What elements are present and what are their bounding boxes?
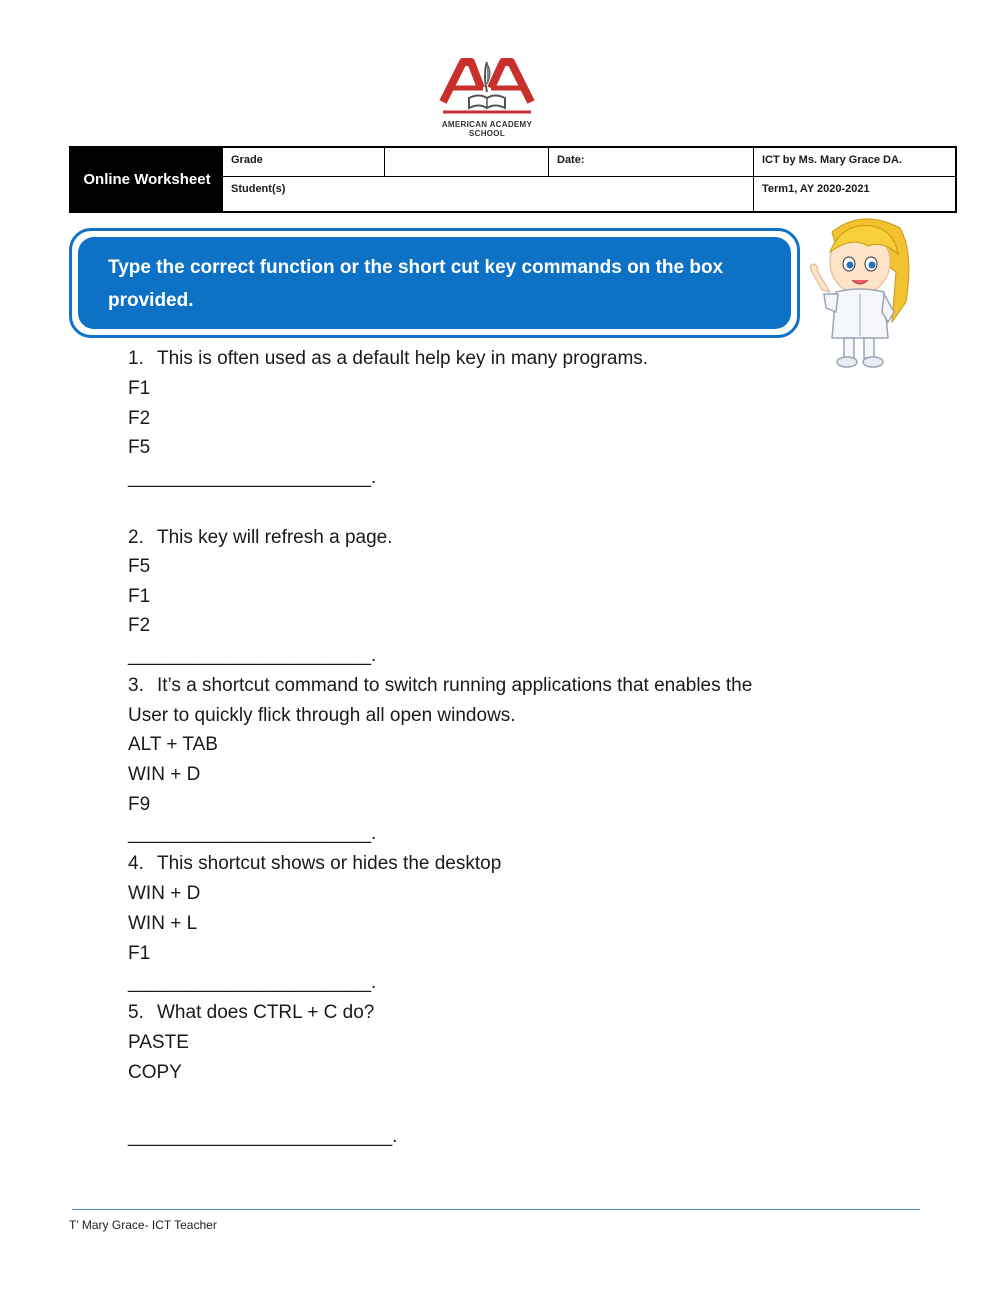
question-text-continued: User to quickly flick through all open windows. [128,705,516,726]
grade-field[interactable] [385,148,548,176]
question-3 [128,674,752,698]
question-text: This shortcut shows or hides the desktop [157,853,502,874]
worksheet-title: Online Worksheet [71,148,223,211]
option-item: F1 [128,586,151,607]
question-number: 2. [128,527,144,548]
footer-text: T’ Mary Grace- ICT Teacher [69,1218,217,1232]
girl-illustration [802,212,920,372]
instruction-text: Type the correct function or the short cut key commands on the box provided. [108,257,724,311]
option-item: WIN + D [128,764,201,785]
option-item: F2 [128,408,151,429]
date-label: Date: [557,154,585,166]
instruction-banner [69,228,800,338]
question-number: 1. [128,348,144,369]
question-1 [128,347,648,371]
term-label: Term1, AY 2020-2021 [762,183,870,195]
question-number: 5. [128,1002,144,1023]
option-item: F2 [128,615,151,636]
option-item: F1 [128,943,151,964]
question-number: 3. [128,675,144,696]
option-item: WIN + D [128,883,201,904]
option-item: ALT + TAB [128,734,218,755]
footer-divider [72,1209,920,1210]
school-logo [425,58,549,140]
question-text: What does CTRL + C do? [157,1002,375,1023]
worksheet-header-table [69,146,957,213]
answer-blank[interactable]: _________________________. [128,1126,398,1147]
question-text: This key will refresh a page. [157,527,393,548]
option-item: PASTE [128,1032,189,1053]
question-text: It’s a shortcut command to switch running applications that enables the [157,675,753,696]
option-item: WIN + L [128,913,198,934]
option-item: COPY [128,1062,182,1083]
school-logo-graphic [425,58,549,120]
option-item: F5 [128,556,151,577]
answer-blank[interactable]: _______________________. [128,823,377,844]
answer-blank[interactable]: _______________________. [128,467,377,488]
option-item: F5 [128,437,151,458]
teacher-label: ICT by Ms. Mary Grace DA. [762,154,902,166]
question-text: This is often used as a default help key in many programs. [157,348,649,369]
question-4 [128,852,501,876]
question-2 [128,526,393,550]
option-item: F9 [128,794,151,815]
answer-blank[interactable]: _______________________. [128,645,377,666]
option-item: F1 [128,378,151,399]
answer-blank[interactable]: _______________________. [128,972,377,993]
question-5 [128,1001,374,1025]
school-name-line1: AMERICAN ACADEMY [441,120,533,129]
students-label: Student(s) [231,183,286,195]
school-name-line2: SCHOOL [468,129,506,138]
question-number: 4. [128,853,144,874]
grade-label: Grade [231,154,263,166]
girl-character-icon [802,212,920,372]
